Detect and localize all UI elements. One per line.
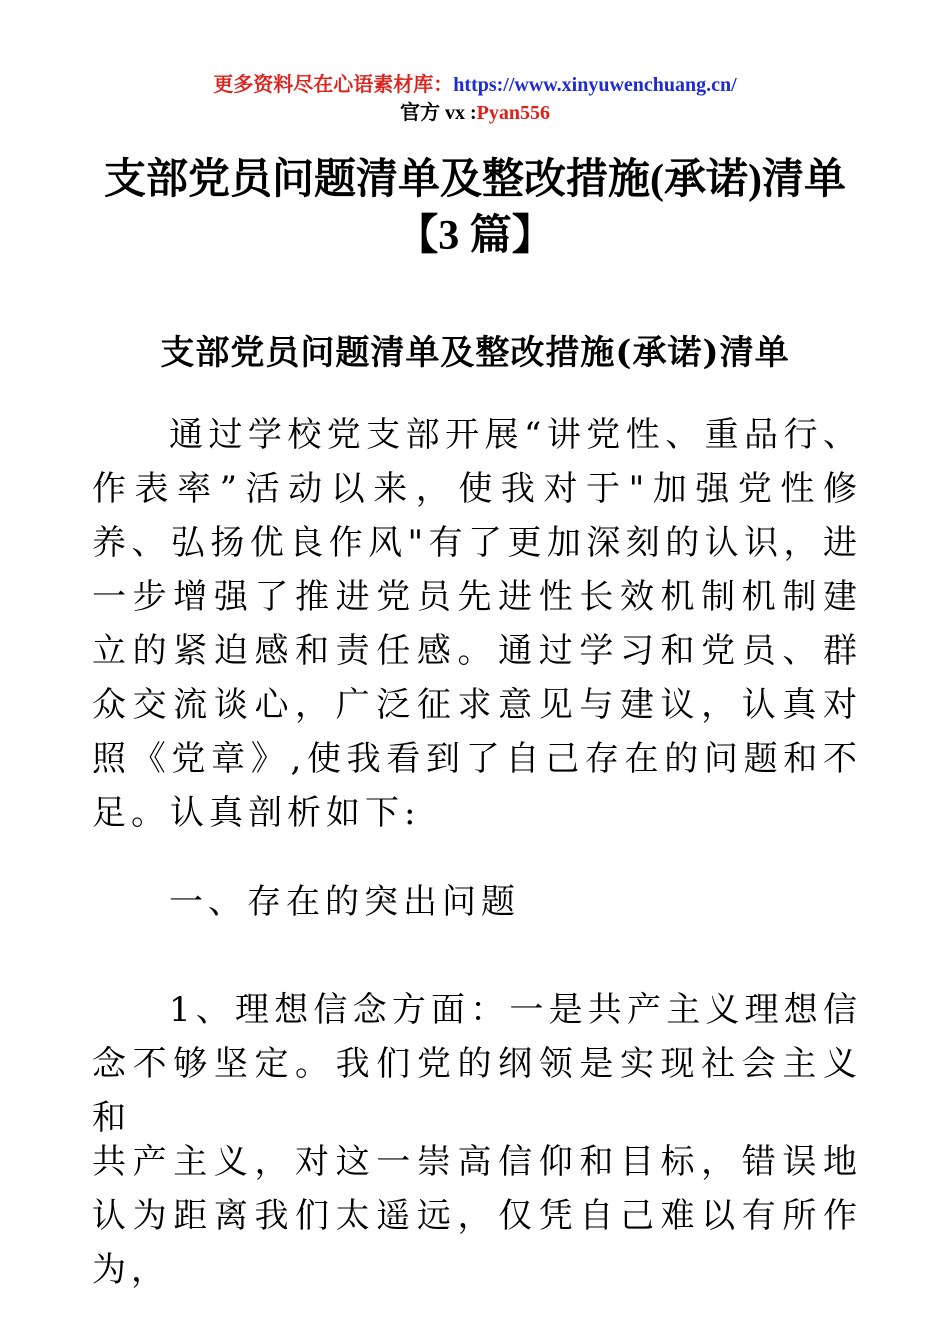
document-title xyxy=(60,152,890,264)
section-heading-1: 一、存在的突出问题 xyxy=(169,882,520,922)
item-1-paragraph: 1、理想信念方面：一是共产主义理想信念不够坚定。我们党的纲领是实现社会主义和 xyxy=(92,990,862,1138)
page-header xyxy=(0,72,950,126)
promo-url-link[interactable]: https://www.xinyuwenchuang.cn/ xyxy=(453,74,737,96)
title-line-1: 支部党员问题清单及整改措施(承诺)清单 xyxy=(104,157,846,203)
promo-label: 更多资料尽在心语素材库： xyxy=(213,74,454,96)
title-line-2: 【3 篇】 xyxy=(396,213,554,259)
item-1-continuation: 共产主义，对这一崇高信仰和目标，错误地认为距离我们太遥远，仅凭自己难以有所作为， xyxy=(92,1142,862,1290)
wx-label: 官方 vx : xyxy=(399,102,477,124)
wx-line xyxy=(0,100,950,126)
promo-line xyxy=(0,72,950,98)
wx-id: Pyan556 xyxy=(476,102,550,124)
section-title: 支部党员问题清单及整改措施(承诺)清单 xyxy=(160,333,790,373)
intro-paragraph: 通过学校党支部开展“讲党性、重品行、作表率”活动以来，使我对于"加强党性修养、弘扬优良作风"有了更加深刻的认识，进一步增强了推进党员先进性长效机制机制建立的紧迫感和责任感。通过学习和党员、群众交流谈心，广泛征求意见与建议，认真对照《党章》,使我看到了自己存在的问题和不足。认真剖析如下: xyxy=(92,415,862,833)
